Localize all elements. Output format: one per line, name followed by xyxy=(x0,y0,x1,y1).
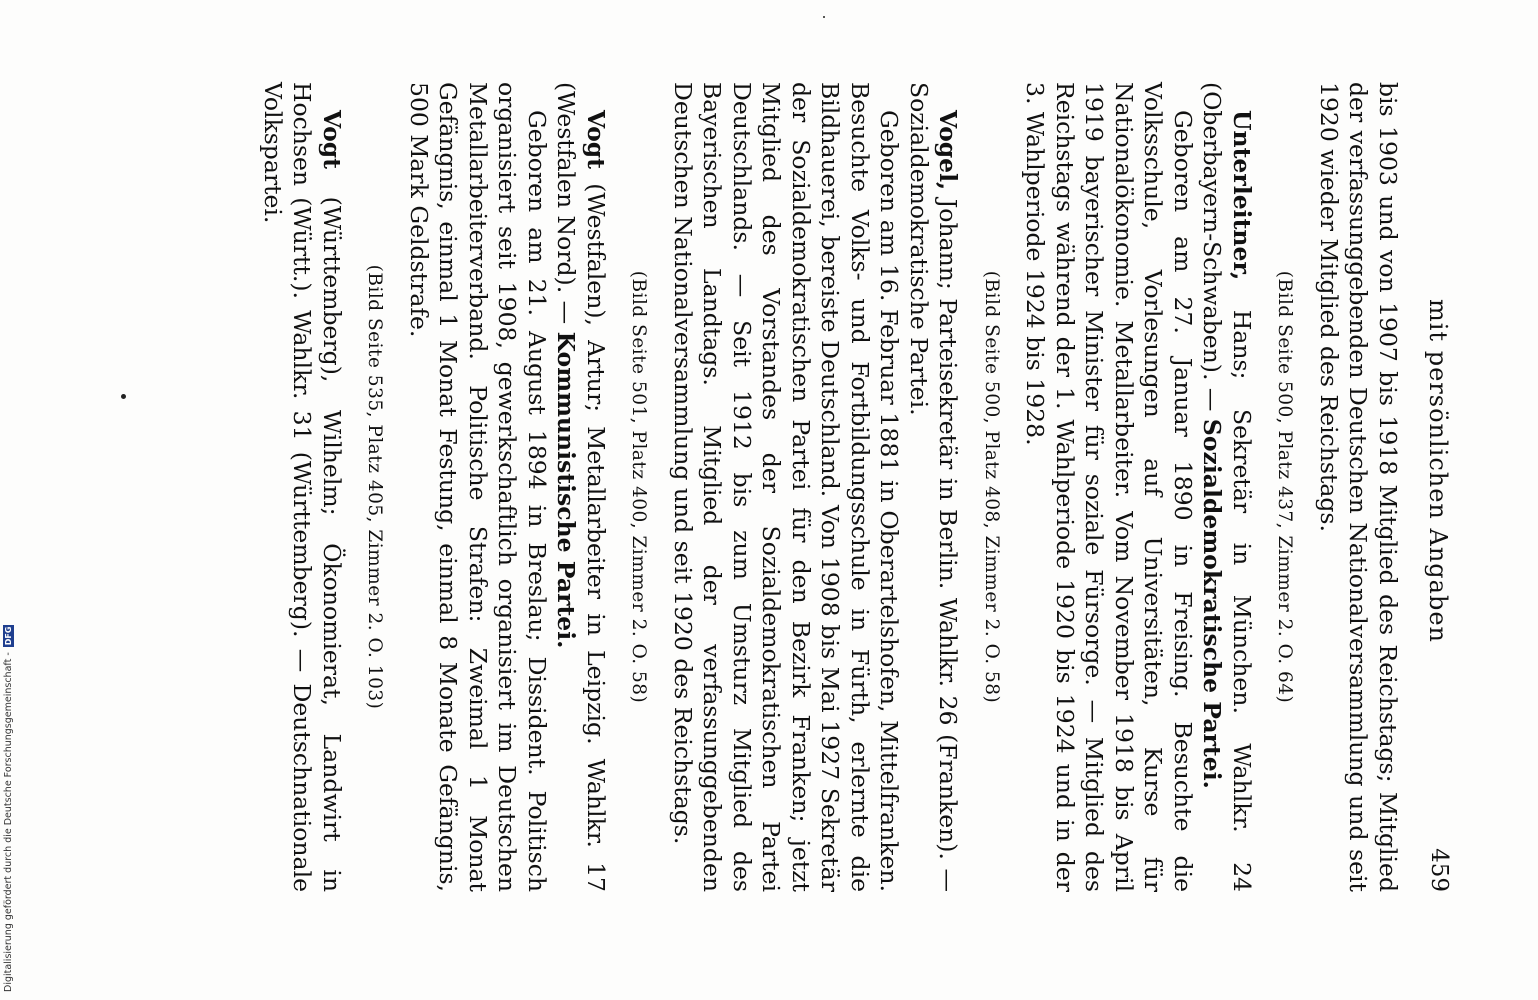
entry-biography: Geboren am 27. Januar 1890 in Freising. Besuchte die Volksschule, Vorlesungen auf Universitäten, Kurse für Nationalökonomie. Metallarbeiter. Vom November 1918 bis April 1919 bayerischer Minister für soziale Fürsorge. — Mitglied des Reichstags während der 1. Wahlperiode 1920 bis 1924 und in der 3. Wahlperiode 1924 bis 1928. xyxy=(1021,82,1197,892)
entry-reference: (Bild Seite 535, Platz 405, Zimmer 2. O. 103) xyxy=(364,264,386,710)
entry-unterleitner xyxy=(977,82,1257,892)
entry-continuation xyxy=(1270,82,1402,892)
entry-vogt-wuerttemberg xyxy=(258,82,347,892)
credit-text: Digitalisierung gefördert durch die Deutsche Forschungsgemeinschaft - xyxy=(3,652,14,992)
page-body xyxy=(258,82,1403,892)
entry-continuation-text: bis 1903 und von 1907 bis 1918 Mitglied des Reichstags; Mitglied der verfassunggebenden Deutschen Nationalversammlung und seit 1920 wieder Mitglied des Reichstags. xyxy=(1315,82,1402,892)
entry-party: Kommunistische Partei. xyxy=(552,331,581,649)
page-number: 459 xyxy=(1426,848,1452,892)
entry-head-text: (Württemberg), Wilhelm; Ökonomierat, Landwirt in Hochsen (Württ.). Wahlkr. 31 (Württemberg). — Deutschnationale Volkspartei. xyxy=(259,82,346,892)
page-header xyxy=(1412,50,1452,892)
scan-speck xyxy=(823,16,825,18)
entry-heading xyxy=(551,82,610,892)
entry-heading xyxy=(1197,82,1256,892)
entry-name: Unterleitner, xyxy=(1228,110,1256,281)
entry-heading xyxy=(904,82,963,892)
running-head: mit persönlichen Angaben xyxy=(1424,299,1452,643)
entry-head-text: Johann; Parteisekretär in Berlin. Wahlkr. 26 (Franken). — Sozialdemokratische Partei. xyxy=(905,82,963,892)
dfg-logo: DFG xyxy=(4,626,13,646)
entry-reference: (Bild Seite 501, Platz 400, Zimmer 2. O. 58) xyxy=(628,270,650,704)
entry-biography: Geboren am 21. August 1894 in Breslau; Dissident. Politisch organisiert seit 1908, gewerkschaftlich organisiert im Deutschen Metallarbeiterverband. Politische Strafen: Zweimal 1 Monat Gefängnis, einmal 1 Monat Festung, einmal 8 Monate Gefängnis, 500 Mark Geldstrafe. xyxy=(405,82,551,892)
entry-name: Vogt xyxy=(318,110,346,170)
entry-reference: (Bild Seite 500, Platz 408, Zimmer 2. O. 58) xyxy=(981,270,1002,704)
entry-head-text: Hans; Sekretär in München. Wahlkr. 24 (Oberbayern-Schwaben). — xyxy=(1198,82,1256,892)
entry-vogt-westfalen xyxy=(360,82,610,892)
scan-speck xyxy=(121,394,126,399)
entry-name: Vogel, xyxy=(934,110,963,191)
entry-reference: (Bild Seite 500, Platz 437, Zimmer 2. O. 64) xyxy=(1274,270,1296,704)
entry-head-text: (Westfalen), Artur; Metallarbeiter in Leipzig. Wahlkr. 17 (Westfalen Nord). — xyxy=(552,82,610,892)
entry-vogel xyxy=(624,82,963,892)
entry-party: Sozialdemokratische Partei. xyxy=(1198,418,1227,789)
entry-name: Vogt xyxy=(582,110,610,170)
digitization-credit xyxy=(2,2,16,992)
entry-biography: Geboren am 16. Februar 1881 in Oberartelshofen, Mittelfranken. Besuchte Volks- und Fortbildungsschule in Fürth, erlernte die Bildhauerei, bereiste Deutschland. Von 1908 bis Mai 1927 Sekretär der Sozialdemokratischen Partei für den Bezirk Franken; jetzt Mitglied des Vorstandes der Sozialdemokratischen Partei Deutschlands. — Seit 1912 bis zum Umsturz Mitglied des Bayerischen Landtags. Mitglied der verfassunggebenden Deutschen Nationalversammlung und seit 1920 des Reichstags. xyxy=(669,82,904,892)
entry-heading xyxy=(258,82,347,892)
rotated-page xyxy=(40,0,1460,1000)
